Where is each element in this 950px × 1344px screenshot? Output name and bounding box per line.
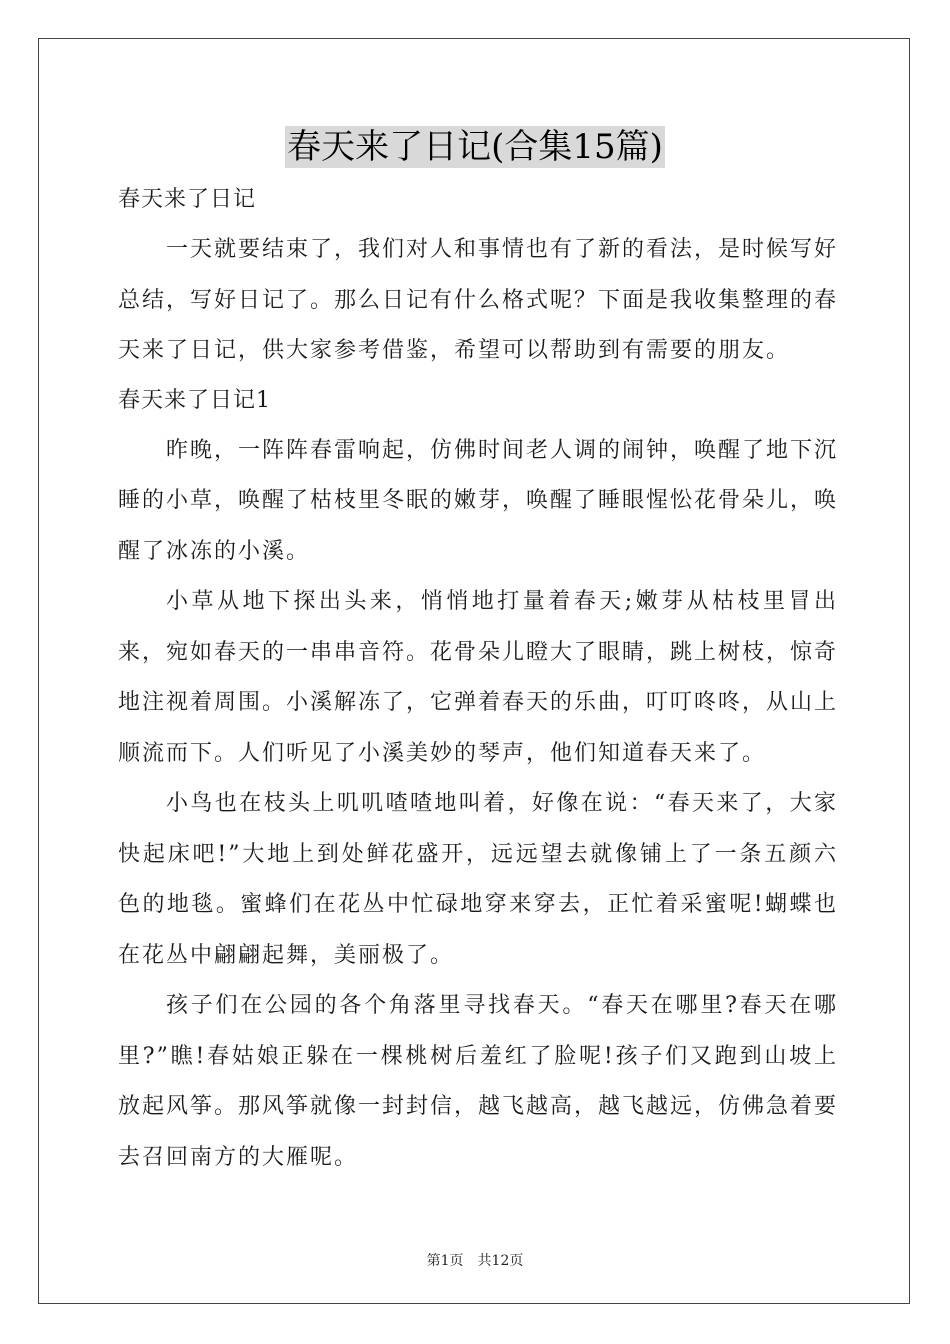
paragraph: 小草从地下探出头来，悄悄地打量着春天;嫩芽从枯枝里冒出来，宛如春天的一串串音符。花骨朵儿瞪大了眼睛，跳上树枝，惊奇地注视着周围。小溪解冻了，它弹着春天的乐曲，叮叮咚咚，从山上顺流而下。人们听见了小溪美妙的琴声，他们知道春天来了。 [118,589,839,766]
paragraph: 一天就要结束了，我们对人和事情也有了新的看法，是时候写好总结，写好日记了。那么日记有什么格式呢？下面是我收集整理的春天来了日记，供大家参考借鉴，希望可以帮助到有需要的朋友。 [118,237,839,363]
page-number: 第1页 共12页 [426,1253,524,1269]
page-footer [0,1250,950,1270]
title-wrap [0,126,950,168]
paragraph: 小鸟也在枝头上叽叽喳喳地叫着，好像在说：“春天来了，大家快起床吧!”大地上到处鲜花盛开，远远望去就像铺上了一条五颜六色的地毯。蜜蜂们在花丛中忙碌地穿来穿去，正忙着采蜜呢!蝴蝶也在花丛中翩翩起舞，美丽极了。 [118,791,838,968]
document-body [118,178,838,1183]
section-heading: 春天来了日记1 [118,387,271,413]
paragraph: 孩子们在公园的各个角落里寻找春天。“春天在哪里?春天在哪里?”瞧!春姑娘正躲在一棵桃树后羞红了脸呢!孩子们又跑到山坡上放起风筝。那风筝就像一封封信，越飞越高，越飞越远，仿佛急着要去召回南方的大雁呢。 [118,993,839,1170]
paragraph: 昨晚，一阵阵春雷响起，仿佛时间老人调的闹钟，唤醒了地下沉睡的小草，唤醒了枯枝里冬眠的嫩芽，唤醒了睡眼惺忪花骨朵儿，唤醒了冰冻的小溪。 [118,437,839,564]
section-heading: 春天来了日记 [118,187,257,212]
document-title: 春天来了日记(合集15篇) [287,127,663,167]
